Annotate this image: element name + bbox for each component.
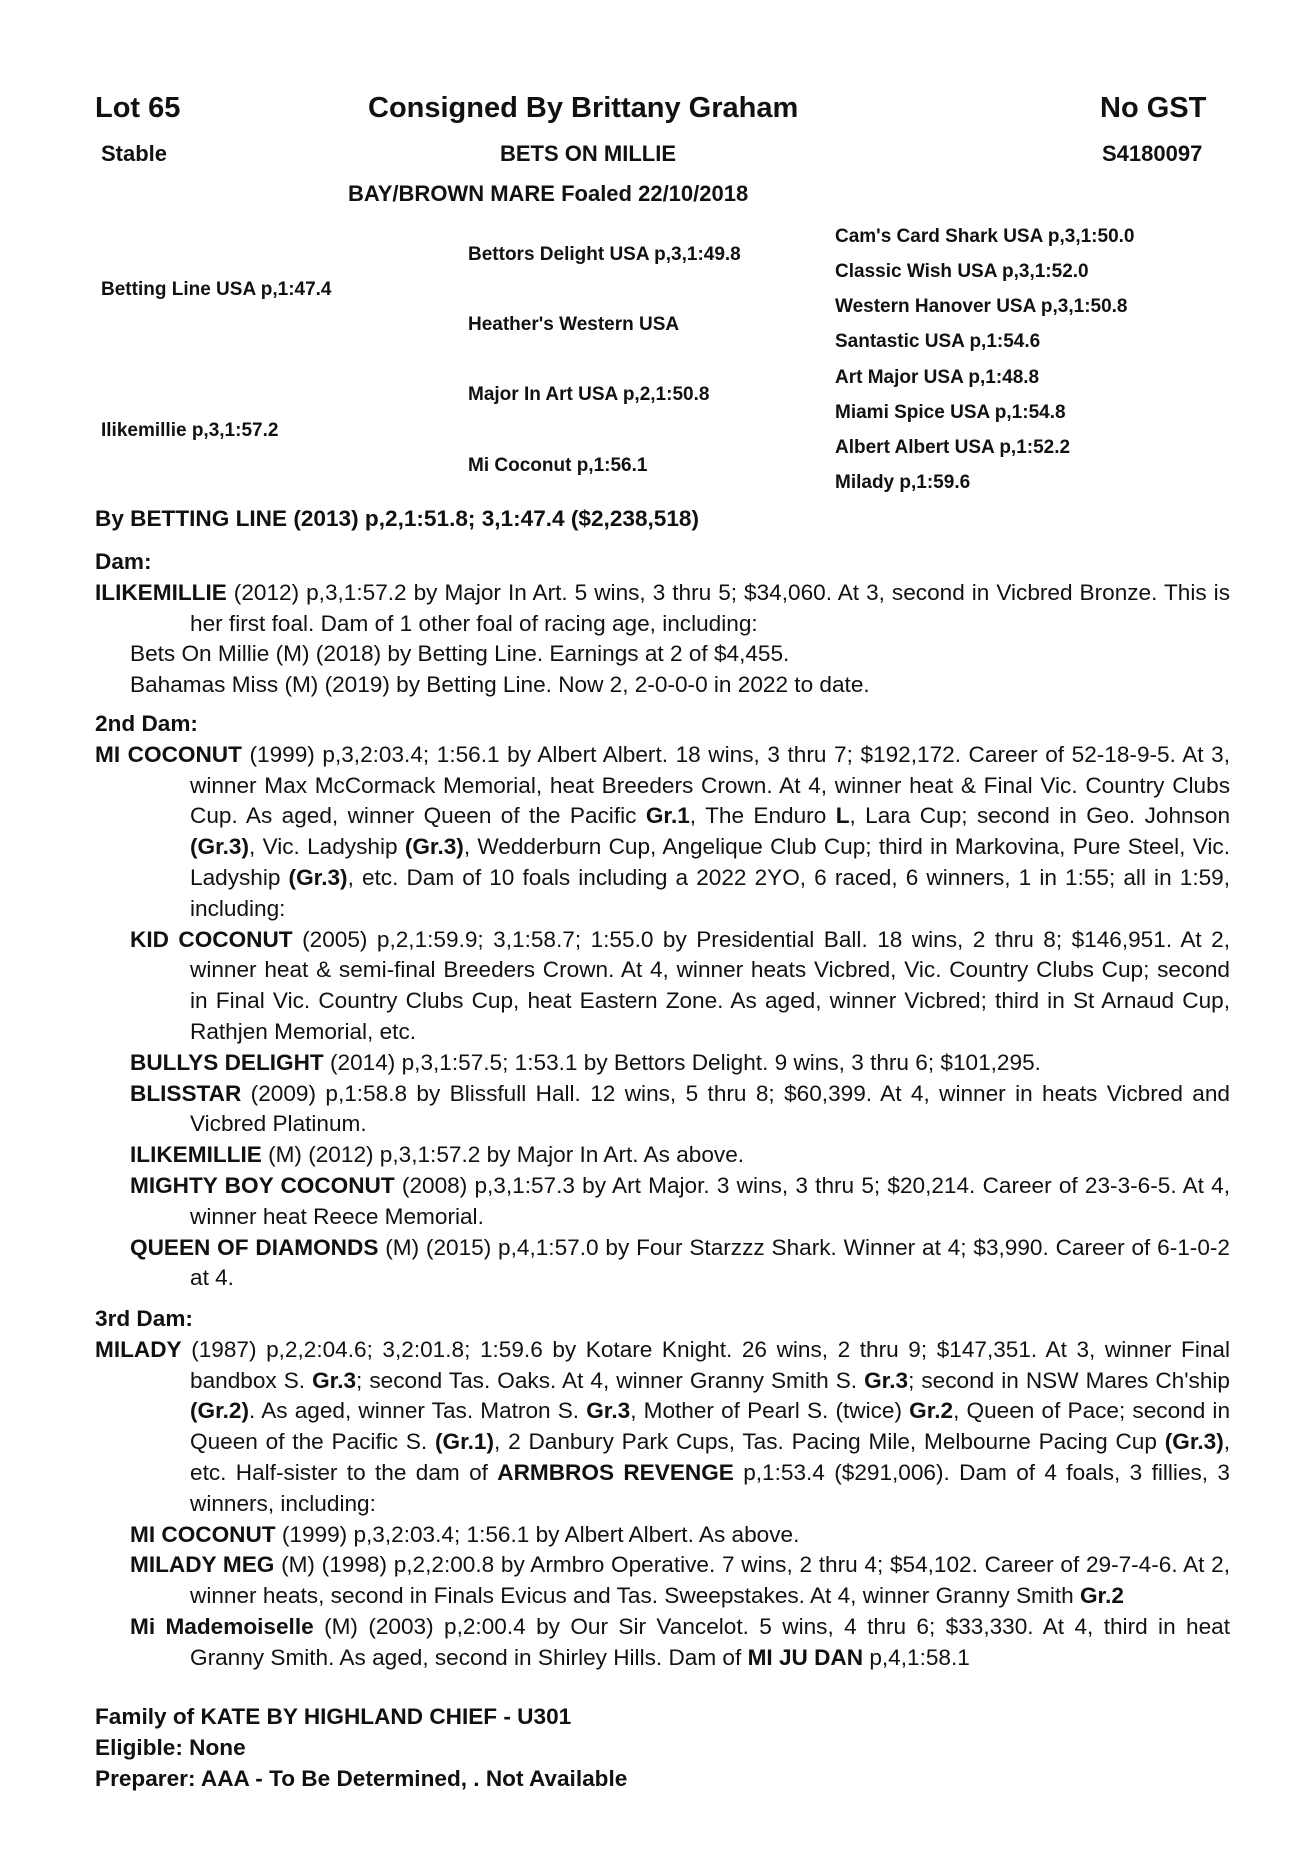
pedigree-g6: Miami Spice USA p,1:54.8 [835,402,1066,423]
second-dam-section [95,709,1230,1294]
bold-text: KID COCONUT [130,926,293,952]
bold-text: L [835,803,850,829]
foal-bullys-delight [95,1048,1230,1079]
text-run: , Queen of Pace; second in Queen of the Pacific S. [190,1398,1231,1455]
bold-text: MI COCONUT [130,1521,276,1547]
bold-text: (Gr.2) [190,1398,250,1424]
text-run: ; second in NSW Mares Ch'ship [908,1367,1230,1393]
text-run: (2008) p,3,1:57.3 by Art Major. 3 wins, 3 thru 5; $20,214. Career of 23-3-6-5. At 4, winner heat Reece Memorial. [190,1172,1230,1229]
text-run: (1999) p,3,2:03.4; 1:56.1 by Albert Albert. 18 wins, 3 thru 7; $192,172. Career of 52-18-9-5. At 3, winner Max McCormack Memorial, heat Breeders Crown. At 4, winner heat & Final Vic. Country Clubs Cup. As aged, winner Queen of the Pacific [190,741,1230,829]
dam-foal-2: Bahamas Miss (M) (2019) by Betting Line. Now 2, 2-0-0-0 in 2022 to date. [130,672,870,698]
text-run: . As aged, winner Tas. Matron S. [249,1398,587,1424]
foal-ilikemillie [95,1140,1230,1171]
bold-text: (Gr.3) [1164,1429,1224,1455]
consignor: Consigned By Brittany Graham [368,92,799,124]
footer [95,1702,1230,1794]
third-dam-title: 3rd Dam: [95,1306,193,1331]
third-dam-entry [95,1335,1230,1520]
text-run: , Vic. Ladyship [249,834,405,860]
text-run: (M) (2012) p,3,1:57.2 by Major In Art. As above. [261,1142,745,1168]
horse-description: BAY/BROWN MARE Foaled 22/10/2018 [348,181,749,206]
bold-text: (Gr.3) [190,834,250,860]
bold-text: ARMBROS REVENGE [497,1459,734,1485]
pedigree-g8: Milady p,1:59.6 [835,472,971,493]
bold-text: Gr.3 [864,1367,909,1393]
bold-text: QUEEN OF DIAMONDS [130,1234,379,1260]
text-run: (2005) p,2,1:59.9; 3,1:58.7; 1:55.0 by Presidential Ball. 18 wins, 2 thru 8; $146,951. At 2, winner heat & semi-final Breeders Crown. At 4, winner heats Vicbred, Vic. Country Clubs Cup; second in Final Vic. Country Clubs Cup, heat Eastern Zone. As aged, winner Vicbred; third in St Arnaud Cup, Rathjen Memorial, etc. [190,926,1231,1044]
horse-name: BETS ON MILLIE [500,141,676,166]
bold-text: MIGHTY BOY COCONUT [130,1172,395,1198]
text-run: p,4,1:58.1 [863,1644,970,1670]
bold-text: (Gr.3) [404,834,464,860]
bold-text: MILADY MEG [130,1552,275,1578]
text-run: , Lara Cup; second in Geo. Johnson [849,803,1231,829]
pedigree-sire-sire: Bettors Delight USA p,3,1:49.8 [468,244,741,265]
foal-mighty-boy-coconut [95,1171,1230,1233]
bold-text: Gr.3 [586,1398,631,1424]
dam-foal-1: Bets On Millie (M) (2018) by Betting Line. Earnings at 2 of $4,455. [130,641,790,667]
foal-queen-of-diamonds [95,1233,1230,1295]
second-dam-name: MI COCONUT [95,741,242,767]
text-run: , Wedderburn Cup, Angelique Club Cup; third in Markovina, Pure Steel, Vic. Ladyship [190,834,1230,890]
bold-text: Mi Mademoiselle [130,1613,314,1639]
pedigree-g2: Classic Wish USA p,3,1:52.0 [835,261,1089,282]
bold-text: BLISSTAR [130,1080,242,1106]
preparer-line: Preparer: AAA - To Be Determined, . Not Available [95,1765,628,1791]
dam-section [95,547,1230,701]
gst-status: No GST [1100,92,1207,124]
text-run: , Mother of Pearl S. (twice) [630,1398,910,1424]
bold-text: MI JU DAN [747,1644,864,1670]
text-run: p,1:53.4 ($291,006). Dam of 4 foals, 3 fillies, 3 winners, including: [190,1459,1231,1516]
text-run: (1999) p,3,2:03.4; 1:56.1 by Albert Albert. As above. [275,1521,800,1547]
pedigree-dam-dam: Mi Coconut p,1:56.1 [468,455,648,476]
third-dam-section [95,1304,1230,1674]
second-dam-entry [95,740,1230,925]
foal-milady-meg [95,1550,1230,1612]
bold-text: Gr.1 [645,803,690,829]
bold-text: (Gr.3) [288,864,348,890]
text-run: , 2 Danbury Park Cups, Tas. Pacing Mile, Melbourne Pacing Cup [494,1429,1165,1455]
foal-mi-mademoiselle [95,1612,1230,1674]
dam-entry [95,578,1230,640]
bold-text: (Gr.1) [435,1429,495,1455]
by-line: By BETTING LINE (2013) p,2,1:51.8; 3,1:47.4 ($2,238,518) [95,506,700,531]
text-run: (M) (2015) p,4,1:57.0 by Four Starzzz Shark. Winner at 4; $3,990. Career of 6-1-0-2 at 4. [190,1234,1230,1291]
lot-number: Lot 65 [95,92,181,124]
text-run: (2012) p,3,1:57.2 by Major In Art. 5 wins, 3 thru 5; $34,060. At 3, second in Vicbred Bronze. This is her first foal. Dam of 1 other foal of racing age, including: [190,579,1230,636]
pedigree-dam: Ilikemillie p,3,1:57.2 [101,420,279,441]
pedigree-g5: Art Major USA p,1:48.8 [835,367,1040,388]
pedigree-g7: Albert Albert USA p,1:52.2 [835,437,1071,458]
text-run: (1987) p,2,2:04.6; 3,2:01.8; 1:59.6 by Kotare Knight. 26 wins, 2 thru 9; $147,351. At 3, winner Final bandbox S. [181,1336,1230,1393]
third-dam-name: MILADY [95,1336,182,1362]
text-run: ; second Tas. Oaks. At 4, winner Granny Smith S. [356,1367,865,1393]
bold-text: Gr.3 [312,1367,357,1393]
text-run: (2009) p,1:58.8 by Blissfull Hall. 12 wins, 5 thru 8; $60,399. At 4, winner in heats Vicbred and Vicbred Platinum. [190,1080,1230,1137]
registration-code: S4180097 [1102,141,1203,166]
foal-blisstar [95,1079,1230,1141]
eligible-line: Eligible: None [95,1734,246,1760]
pedigree-g3: Western Hanover USA p,3,1:50.8 [835,296,1128,317]
pedigree-sire: Betting Line USA p,1:47.4 [101,279,332,300]
pedigree-g4: Santastic USA p,1:54.6 [835,331,1041,352]
text-run: , etc. Half-sister to the dam of [190,1429,1231,1485]
text-run: , The Enduro [689,803,836,829]
dam-title: Dam: [95,549,152,574]
dam-name: ILIKEMILLIE [95,579,227,605]
pedigree-g1: Cam's Card Shark USA p,3,1:50.0 [835,226,1135,247]
foal-kid-coconut [95,925,1230,1048]
bold-text: Gr.2 [1079,1583,1124,1609]
bold-text: Gr.2 [909,1398,954,1424]
pedigree-sire-dam: Heather's Western USA [468,314,680,335]
bold-text: BULLYS DELIGHT [130,1049,324,1075]
second-dam-title: 2nd Dam: [95,711,198,736]
bold-text: ILIKEMILLIE [130,1142,262,1168]
text-run: (M) (2003) p,2:00.4 by Our Sir Vancelot. 5 wins, 4 thru 6; $33,330. At 4, third in heat Granny Smith. As aged, second in Shirley Hills. Dam of [190,1613,1230,1670]
foal-mi-coconut [95,1520,1230,1551]
text-run: , etc. Dam of 10 foals including a 2022 2YO, 6 raced, 6 winners, 1 in 1:55; all in 1:59, including: [190,864,1230,921]
text-run: (2014) p,3,1:57.5; 1:53.1 by Bettors Delight. 9 wins, 3 thru 6; $101,295. [323,1049,1041,1075]
text-run: (M) (1998) p,2,2:00.8 by Armbro Operative. 7 wins, 2 thru 4; $54,102. Career of 29-7-4-6. At 2, winner heats, second in Finals Evicus and Tas. Sweepstakes. At 4, winner Granny Smith [190,1552,1230,1609]
family-line: Family of KATE BY HIGHLAND CHIEF - U301 [95,1704,572,1729]
pedigree-dam-sire: Major In Art USA p,2,1:50.8 [468,384,710,405]
stable-label: Stable [101,141,168,166]
